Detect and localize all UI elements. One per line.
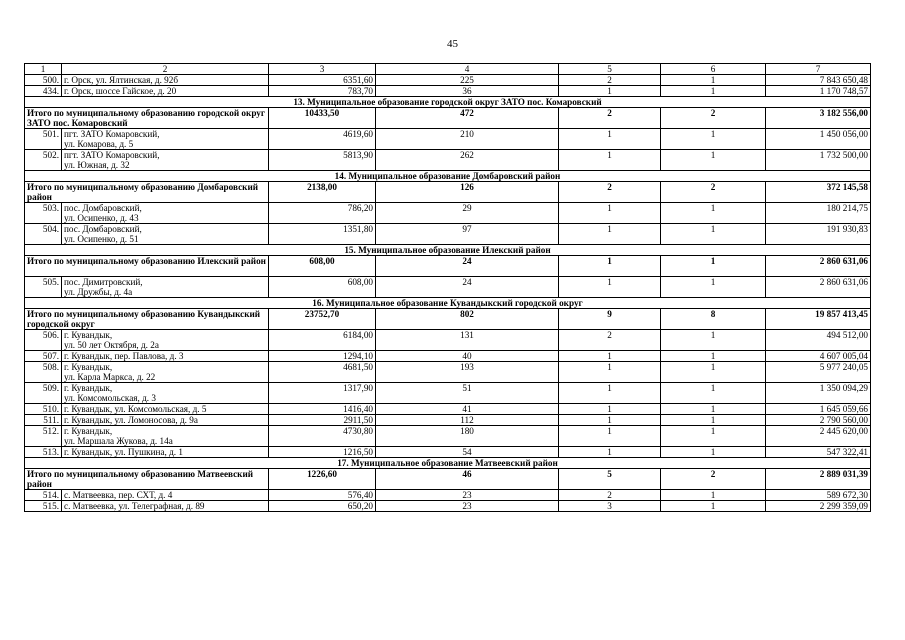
- row-area: 2911,50: [269, 415, 376, 426]
- row-people: 23: [376, 501, 559, 512]
- total-cost: 2 860 631,06: [766, 256, 871, 277]
- total-col5: 5: [559, 469, 661, 490]
- row-number: 434.: [25, 86, 62, 97]
- row-col6: 1: [661, 150, 766, 171]
- row-number: 513.: [25, 447, 62, 458]
- total-col6: 2: [661, 108, 766, 129]
- row-number: 514.: [25, 490, 62, 501]
- table-row: [25, 383, 871, 404]
- row-number: 501.: [25, 129, 62, 150]
- row-number: 503.: [25, 203, 62, 224]
- row-col6: 1: [661, 351, 766, 362]
- row-col6: 1: [661, 404, 766, 415]
- page-number: 45: [447, 38, 458, 50]
- row-number: 505.: [25, 277, 62, 298]
- row-area: 786,20: [269, 203, 376, 224]
- row-col5: 1: [559, 415, 661, 426]
- section-title: 15. Муниципальное образование Илекский район: [25, 245, 871, 256]
- total-col5: 2: [559, 108, 661, 129]
- row-col5: 1: [559, 203, 661, 224]
- row-people: 24: [376, 277, 559, 298]
- section-title: 13. Муниципальное образование городской округ ЗАТО пос. Комаровский: [25, 97, 871, 108]
- row-address: с. Матвеевка, ул. Телеграфная, д. 89: [62, 501, 269, 512]
- column-number-5: 5: [559, 64, 661, 75]
- section-total-row: [25, 182, 871, 203]
- row-col5: 1: [559, 129, 661, 150]
- row-cost: 494 512,00: [766, 330, 871, 351]
- row-number: 509.: [25, 383, 62, 404]
- row-people: 41: [376, 404, 559, 415]
- row-people: 180: [376, 426, 559, 447]
- total-area: 1226,60: [269, 469, 376, 490]
- row-area: 1351,80: [269, 224, 376, 245]
- table-row: [25, 86, 871, 97]
- table-row: [25, 426, 871, 447]
- table-row: [25, 404, 871, 415]
- row-number: 511.: [25, 415, 62, 426]
- row-number: 502.: [25, 150, 62, 171]
- row-number: 510.: [25, 404, 62, 415]
- column-number-3: 3: [269, 64, 376, 75]
- row-people: 29: [376, 203, 559, 224]
- row-col6: 1: [661, 383, 766, 404]
- row-col6: 1: [661, 86, 766, 97]
- total-area: 23752,70: [269, 309, 376, 330]
- row-col6: 1: [661, 277, 766, 298]
- row-col5: 1: [559, 277, 661, 298]
- row-people: 54: [376, 447, 559, 458]
- table-row: [25, 330, 871, 351]
- row-area: 6351,60: [269, 75, 376, 86]
- total-col5: 9: [559, 309, 661, 330]
- total-people: 472: [376, 108, 559, 129]
- row-col5: 1: [559, 150, 661, 171]
- row-people: 51: [376, 383, 559, 404]
- row-people: 97: [376, 224, 559, 245]
- row-col5: 3: [559, 501, 661, 512]
- table-row: [25, 351, 871, 362]
- row-area: 650,20: [269, 501, 376, 512]
- section-title-row: [25, 171, 871, 182]
- total-people: 24: [376, 256, 559, 277]
- row-col5: 1: [559, 224, 661, 245]
- row-col6: 1: [661, 75, 766, 86]
- row-number: 507.: [25, 351, 62, 362]
- row-cost: 5 977 240,05: [766, 362, 871, 383]
- table-row: [25, 447, 871, 458]
- row-address: г. Кувандык, ул. Ломоносова, д. 9а: [62, 415, 269, 426]
- section-total-row: [25, 108, 871, 129]
- row-people: 262: [376, 150, 559, 171]
- row-number: 506.: [25, 330, 62, 351]
- section-title: 16. Муниципальное образование Кувандыкский городской округ: [25, 298, 871, 309]
- row-address: пгт. ЗАТО Комаровский, ул. Южная, д. 32: [62, 150, 269, 171]
- row-address: г. Кувандык, пер. Павлова, д. 3: [62, 351, 269, 362]
- row-cost: 2 299 359,09: [766, 501, 871, 512]
- row-address: пос. Домбаровский, ул. Осипенко, д. 43: [62, 203, 269, 224]
- total-label: Итого по муниципальному образованию Домбаровский район: [25, 182, 269, 203]
- section-title: 17. Муниципальное образование Матвеевский район: [25, 458, 871, 469]
- column-number-7: 7: [766, 64, 871, 75]
- total-people: 46: [376, 469, 559, 490]
- total-label: Итого по муниципальному образованию Матвеевский район: [25, 469, 269, 490]
- table-row: [25, 75, 871, 86]
- row-cost: 4 607 005,04: [766, 351, 871, 362]
- row-address: г. Кувандык, ул. 50 лет Октября, д. 2а: [62, 330, 269, 351]
- total-col6: 1: [661, 256, 766, 277]
- row-col6: 1: [661, 330, 766, 351]
- section-title-row: [25, 298, 871, 309]
- row-people: 210: [376, 129, 559, 150]
- row-col5: 2: [559, 490, 661, 501]
- table-row: [25, 362, 871, 383]
- row-area: 6184,00: [269, 330, 376, 351]
- section-title: 14. Муниципальное образование Домбаровский район: [25, 171, 871, 182]
- table-row: [25, 224, 871, 245]
- row-col5: 1: [559, 362, 661, 383]
- row-area: 4619,60: [269, 129, 376, 150]
- total-col6: 2: [661, 182, 766, 203]
- row-address: с. Матвеевка, пер. СХТ, д. 4: [62, 490, 269, 501]
- row-people: 23: [376, 490, 559, 501]
- row-area: 1216,50: [269, 447, 376, 458]
- row-area: 5813,90: [269, 150, 376, 171]
- row-number: 512.: [25, 426, 62, 447]
- total-cost: 19 857 413,45: [766, 309, 871, 330]
- row-cost: 1 450 056,00: [766, 129, 871, 150]
- row-number: 515.: [25, 501, 62, 512]
- row-col6: 1: [661, 224, 766, 245]
- row-col6: 1: [661, 426, 766, 447]
- row-address: г. Кувандык, ул. Маршала Жукова, д. 14а: [62, 426, 269, 447]
- total-cost: 2 889 031,39: [766, 469, 871, 490]
- section-total-row: [25, 309, 871, 330]
- row-area: 1294,10: [269, 351, 376, 362]
- table-row: [25, 501, 871, 512]
- row-people: 131: [376, 330, 559, 351]
- row-cost: 2 790 560,00: [766, 415, 871, 426]
- total-col6: 8: [661, 309, 766, 330]
- section-total-row: [25, 256, 871, 277]
- row-address: пгт. ЗАТО Комаровский, ул. Комарова, д. 5: [62, 129, 269, 150]
- row-area: 783,70: [269, 86, 376, 97]
- row-address: г. Кувандык, ул. Комсомольская, д. 5: [62, 404, 269, 415]
- row-cost: 1 732 500,00: [766, 150, 871, 171]
- column-number-2: 2: [62, 64, 269, 75]
- row-number: 508.: [25, 362, 62, 383]
- table-row: [25, 415, 871, 426]
- table-body: [25, 64, 871, 512]
- row-people: 36: [376, 86, 559, 97]
- row-people: 112: [376, 415, 559, 426]
- total-area: 608,00: [269, 256, 376, 277]
- section-title-row: [25, 97, 871, 108]
- row-people: 40: [376, 351, 559, 362]
- total-area: 10433,50: [269, 108, 376, 129]
- column-number-4: 4: [376, 64, 559, 75]
- total-cost: 3 182 556,00: [766, 108, 871, 129]
- total-col6: 2: [661, 469, 766, 490]
- total-label: Итого по муниципальному образованию городской округ ЗАТО пос. Комаровский: [25, 108, 269, 129]
- row-col5: 2: [559, 75, 661, 86]
- section-title-row: [25, 458, 871, 469]
- housing-register-table: [24, 63, 871, 512]
- row-col6: 1: [661, 501, 766, 512]
- row-cost: 7 843 650,48: [766, 75, 871, 86]
- row-col6: 1: [661, 447, 766, 458]
- row-col5: 2: [559, 330, 661, 351]
- row-address: г. Орск, шоссе Гайское, д. 20: [62, 86, 269, 97]
- row-col5: 1: [559, 447, 661, 458]
- row-people: 193: [376, 362, 559, 383]
- row-col6: 1: [661, 362, 766, 383]
- total-label: Итого по муниципальному образованию Илекский район: [25, 256, 269, 277]
- row-address: пос. Домбаровский, ул. Осипенко, д. 51: [62, 224, 269, 245]
- row-cost: 1 170 748,57: [766, 86, 871, 97]
- row-address: г. Кувандык, ул. Пушкина, д. 1: [62, 447, 269, 458]
- column-number-6: 6: [661, 64, 766, 75]
- row-col6: 1: [661, 203, 766, 224]
- row-address: пос. Димитровский, ул. Дружбы, д. 4а: [62, 277, 269, 298]
- row-number: 500.: [25, 75, 62, 86]
- row-number: 504.: [25, 224, 62, 245]
- total-col5: 2: [559, 182, 661, 203]
- row-col5: 1: [559, 404, 661, 415]
- row-col6: 1: [661, 129, 766, 150]
- section-title-row: [25, 245, 871, 256]
- column-number-header-row: [25, 64, 871, 75]
- row-area: 1416,40: [269, 404, 376, 415]
- table-row: [25, 490, 871, 501]
- row-cost: 191 930,83: [766, 224, 871, 245]
- row-cost: 1 645 059,66: [766, 404, 871, 415]
- row-col5: 1: [559, 86, 661, 97]
- row-address: г. Орск, ул. Ялтинская, д. 92б: [62, 75, 269, 86]
- table-row: [25, 150, 871, 171]
- row-cost: 2 445 620,00: [766, 426, 871, 447]
- row-cost: 180 214,75: [766, 203, 871, 224]
- section-total-row: [25, 469, 871, 490]
- column-number-1: 1: [25, 64, 62, 75]
- row-area: 4730,80: [269, 426, 376, 447]
- row-col5: 1: [559, 426, 661, 447]
- total-people: 802: [376, 309, 559, 330]
- total-people: 126: [376, 182, 559, 203]
- row-col5: 1: [559, 351, 661, 362]
- table-row: [25, 203, 871, 224]
- row-col5: 1: [559, 383, 661, 404]
- row-address: г. Кувандык, ул. Комсомольская, д. 3: [62, 383, 269, 404]
- row-address: г. Кувандык, ул. Карла Маркса, д. 22: [62, 362, 269, 383]
- row-area: 4681,50: [269, 362, 376, 383]
- total-label: Итого по муниципальному образованию Кувандыкский городской округ: [25, 309, 269, 330]
- total-cost: 372 145,58: [766, 182, 871, 203]
- row-area: 608,00: [269, 277, 376, 298]
- row-cost: 547 322,41: [766, 447, 871, 458]
- row-area: 576,40: [269, 490, 376, 501]
- total-area: 2138,00: [269, 182, 376, 203]
- table-row: [25, 129, 871, 150]
- row-area: 1317,90: [269, 383, 376, 404]
- row-cost: 1 350 094,29: [766, 383, 871, 404]
- row-col6: 1: [661, 415, 766, 426]
- total-col5: 1: [559, 256, 661, 277]
- row-cost: 589 672,30: [766, 490, 871, 501]
- table-row: [25, 277, 871, 298]
- row-col6: 1: [661, 490, 766, 501]
- row-cost: 2 860 631,06: [766, 277, 871, 298]
- row-people: 225: [376, 75, 559, 86]
